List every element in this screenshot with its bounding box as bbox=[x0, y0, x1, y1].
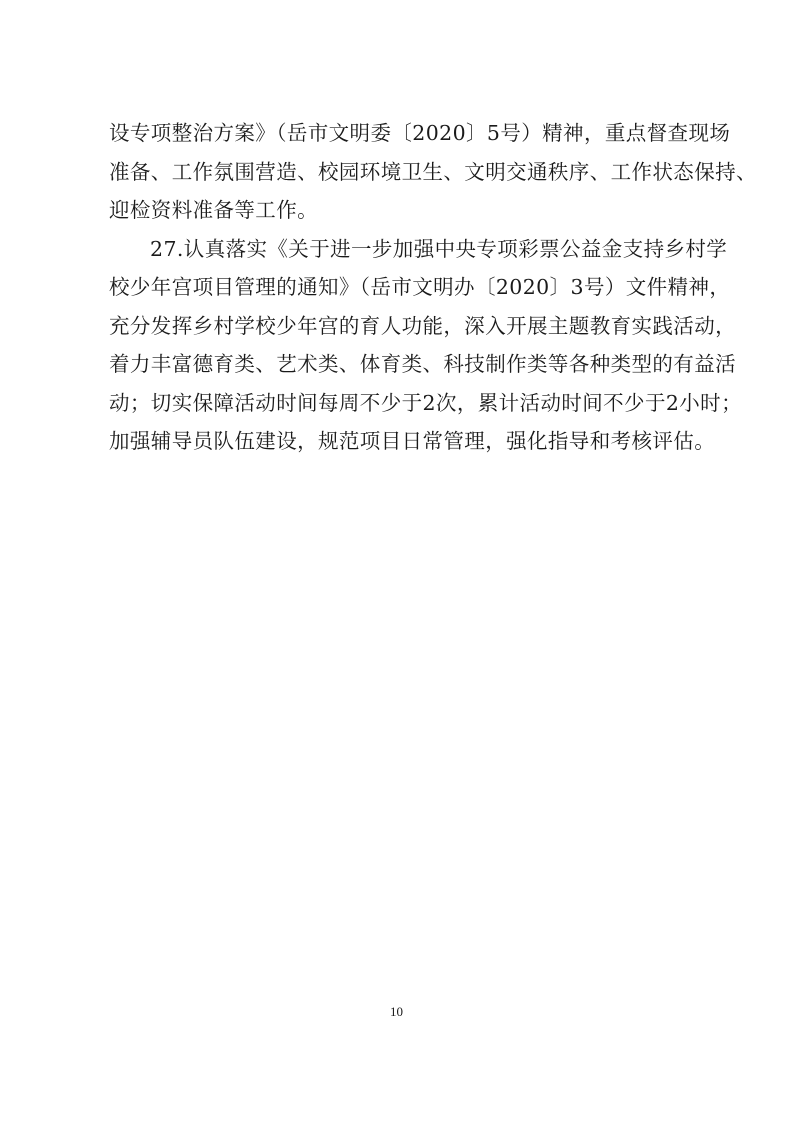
body-text bbox=[109, 114, 757, 461]
page-number: 10 bbox=[390, 1004, 403, 1019]
text-line: 着力丰富德育类、艺术类、体育类、科技制作类等各种类型的有益活 bbox=[109, 352, 736, 376]
text-line: 校少年宫项目管理的通知》（岳市文明办〔2020〕3号）文件精神， bbox=[109, 275, 731, 299]
text-line: 动；切实保障活动时间每周不少于2次，累计活动时间不少于2小时； bbox=[109, 390, 742, 415]
text-line: 设专项整治方案》（岳市文明委〔2020〕5号）精神，重点督查现场 bbox=[109, 121, 731, 145]
paragraph-27-first-line: 27.认真落实《关于进一步加强中央专项彩票公益金支持乡村学 bbox=[150, 236, 728, 261]
text-line: 迎检资料准备等工作。 bbox=[109, 198, 318, 222]
text-line: 加强辅导员队伍建设，规范项目日常管理，强化指导和考核评估。 bbox=[109, 429, 716, 453]
text-line: 充分发挥乡村学校少年宫的育人功能，深入开展主题教育实践活动， bbox=[109, 313, 736, 338]
text-line: 准备、工作氛围营造、校园环境卫生、文明交通秩序、工作状态保持、 bbox=[109, 159, 757, 184]
